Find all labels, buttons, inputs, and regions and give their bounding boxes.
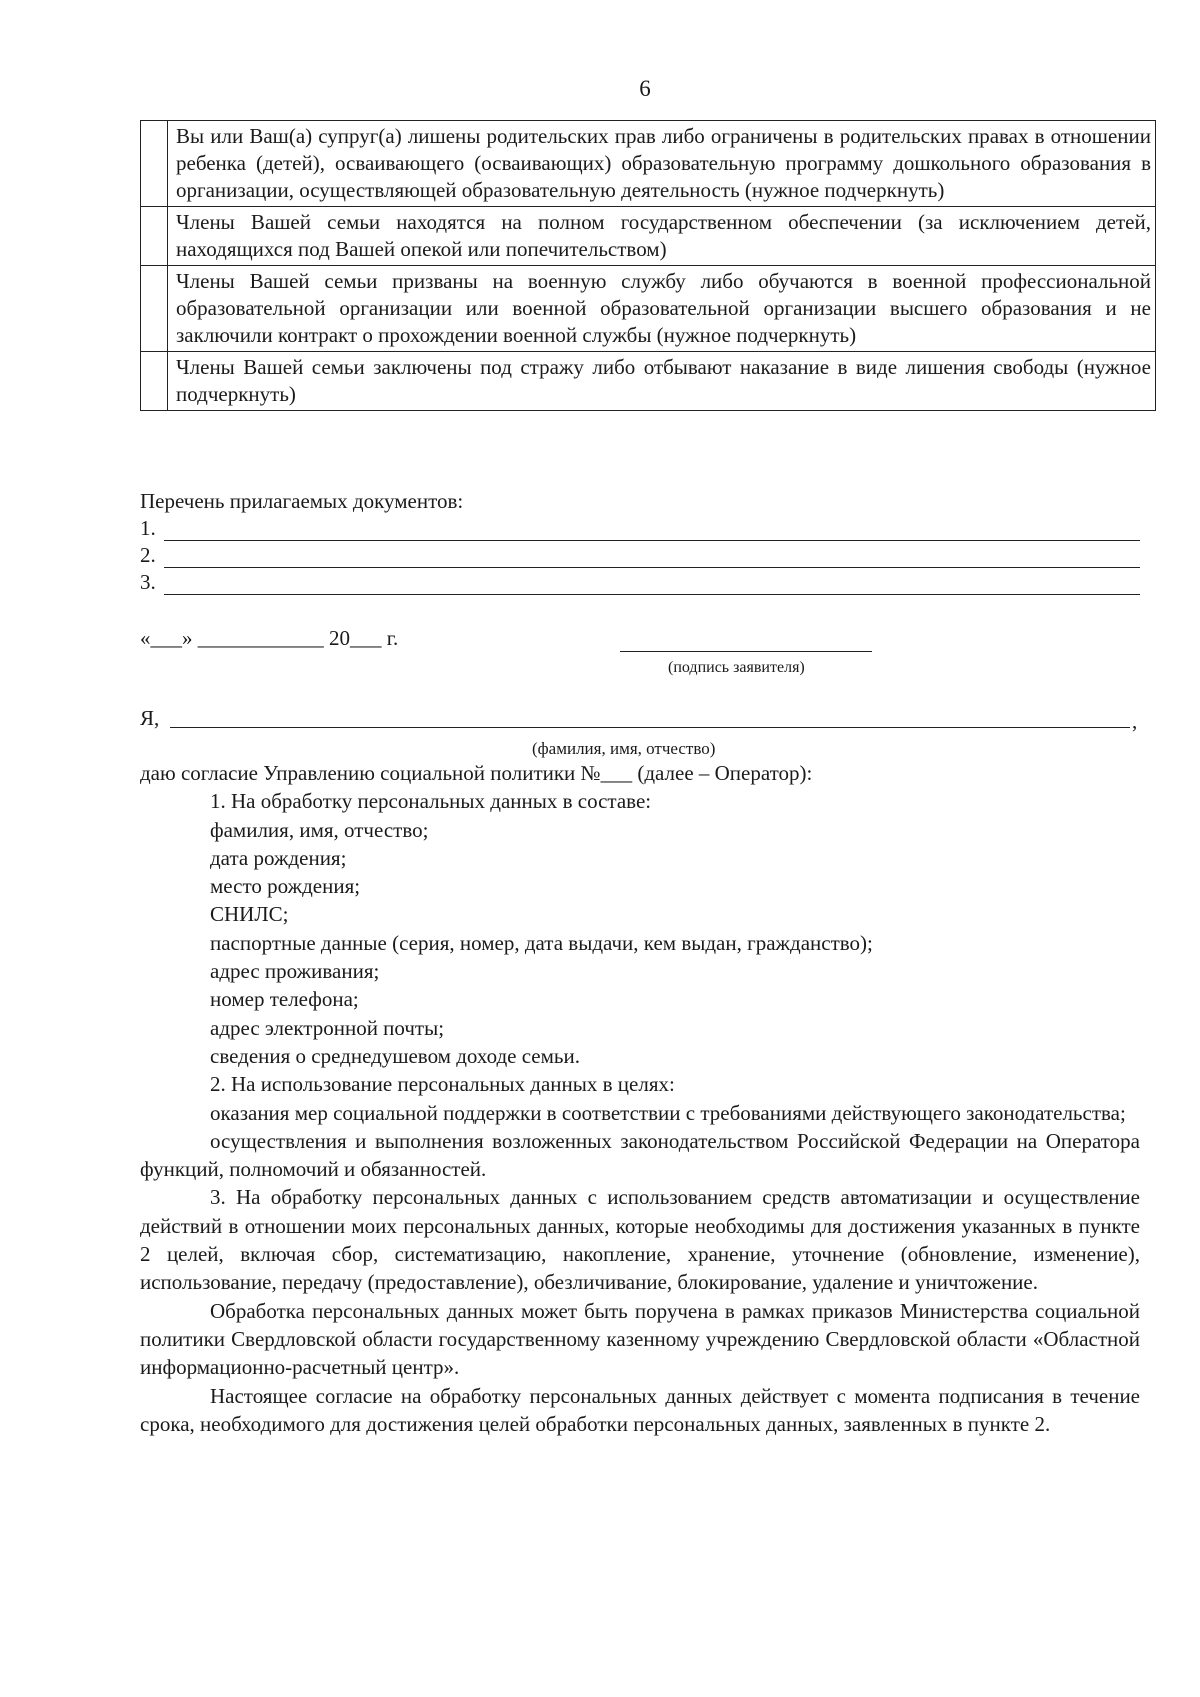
documents-list — [140, 488, 1140, 595]
conditions-table — [140, 120, 1156, 411]
checkbox-cell[interactable] — [141, 352, 168, 411]
data-item: паспортные данные (серия, номер, дата выдачи, кем выдан, гражданство); — [210, 930, 873, 955]
document-entry — [140, 541, 1140, 568]
processing-assignment: Обработка персональных данных может быть поручена в рамках приказов Министерства социальной политики Свердловской области государственному казенному учреждению Свердловской области «Областной информационно-расчетный центр». — [140, 1298, 1140, 1380]
data-item: сведения о среднедушевом доходе семьи. — [210, 1043, 580, 1068]
condition-text: Члены Вашей семьи находятся на полном государственном обеспечении (за исключением детей, находящихся под Вашей опекой или попечительством) — [168, 207, 1156, 266]
validity-clause: Настоящее согласие на обработку персональных данных действует с момента подписания в течение срока, необходимого для достижения целей обработки персональных данных, заявленных в пункте 2. — [140, 1383, 1140, 1436]
table-row — [141, 207, 1156, 266]
date-field[interactable]: «___» ____________ 20___ г. — [140, 626, 399, 650]
consent-body — [140, 759, 1140, 1438]
data-item: СНИЛС; — [210, 902, 289, 927]
consent-subject-label: Я, — [140, 706, 160, 730]
data-item: номер телефона; — [210, 987, 359, 1012]
document-field[interactable] — [164, 574, 1140, 595]
documents-heading: Перечень прилагаемых документов: — [140, 489, 464, 513]
purpose-item: осуществления и выполнения возложенных законодательством Российской Федерации на Оператора функций, полномочий и обязанностей. — [140, 1128, 1140, 1182]
full-name-field[interactable] — [170, 727, 1130, 728]
table-row — [141, 266, 1156, 352]
consent-intro: даю согласие Управлению социальной политики №___ (далее – Оператор): — [140, 761, 813, 785]
data-item: дата рождения; — [210, 845, 347, 870]
signature-field[interactable] — [620, 651, 872, 652]
table-row — [141, 121, 1156, 207]
condition-text: Члены Вашей семьи призваны на военную службу либо обучаются в военной профессиональной образовательной организации или военной образовательной организации высшего образования и не заключили контракт о прохождении военной службы (нужное подчеркнуть) — [168, 266, 1156, 352]
checkbox-cell[interactable] — [141, 266, 168, 352]
clause-3: 3. На обработку персональных данных с использованием средств автоматизации и осуществление действий в отношении моих персональных данных, которые необходимы для достижения указанных в пункте 2 целей, включая сбор, систематизацию, накопление, хранение, уточнение (обновление, изменение), использование, передачу (предоставление), обезличивание, блокирование, удаление и уничтожение. — [140, 1185, 1140, 1295]
clause-2-heading: 2. На использование персональных данных в целях: — [210, 1072, 675, 1097]
data-item: фамилия, имя, отчество; — [210, 817, 429, 842]
data-item: адрес проживания; — [210, 959, 380, 984]
condition-text: Члены Вашей семьи заключены под стражу либо отбывают наказание в виде лишения свободы (нужное подчеркнуть) — [168, 352, 1156, 411]
document-field[interactable] — [164, 520, 1140, 541]
document-entry — [140, 514, 1140, 541]
document-number: 2. — [140, 543, 156, 567]
signature-caption: (подпись заявителя) — [668, 659, 805, 676]
checkbox-cell[interactable] — [141, 121, 168, 207]
condition-text: Вы или Ваш(а) супруг(а) лишены родительских прав либо ограничены в родительских правах в отношении ребенка (детей), осваивающего (осваивающих) образовательную программу дошкольного образования в организации, осуществляющей образовательную деятельность (нужное подчеркнуть) — [168, 121, 1156, 207]
clause-1-heading: 1. На обработку персональных данных в составе: — [210, 789, 652, 814]
checkbox-cell[interactable] — [141, 207, 168, 266]
purpose-item: оказания мер социальной поддержки в соответствии с требованиями действующего законодательства; — [210, 1100, 1126, 1125]
document-number: 1. — [140, 516, 156, 540]
document-field[interactable] — [164, 547, 1140, 568]
page-number: 6 — [639, 76, 651, 101]
data-item: место рождения; — [210, 874, 361, 899]
comma: , — [1132, 709, 1138, 733]
table-row — [141, 352, 1156, 411]
data-item: адрес электронной почты; — [210, 1015, 445, 1040]
document-number: 3. — [140, 570, 156, 594]
document-entry — [140, 568, 1140, 595]
full-name-caption: (фамилия, имя, отчество) — [532, 739, 716, 758]
